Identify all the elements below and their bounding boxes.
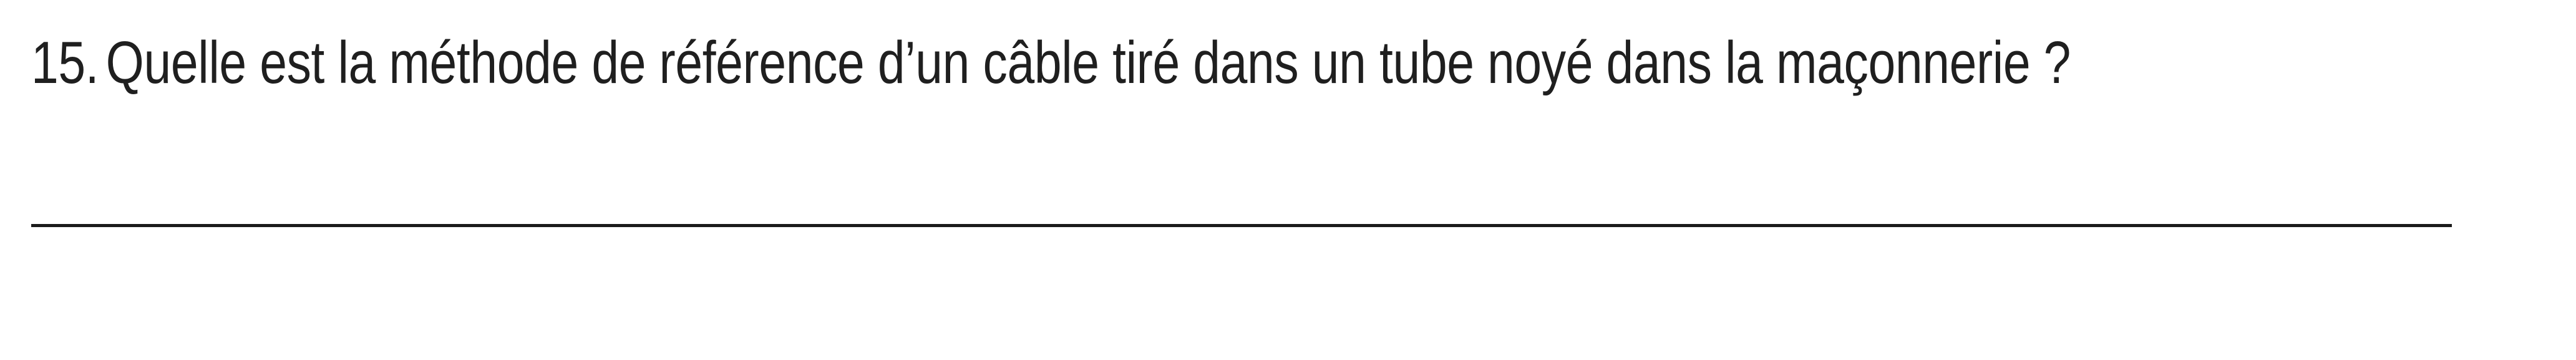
question-number: 15. [31,29,99,96]
answer-line[interactable] [31,224,2452,227]
question-text: Quelle est la méthode de référence d’un câble tiré dans un tube noyé dans la maçonnerie ? [105,29,2071,96]
question-item [31,30,2071,96]
